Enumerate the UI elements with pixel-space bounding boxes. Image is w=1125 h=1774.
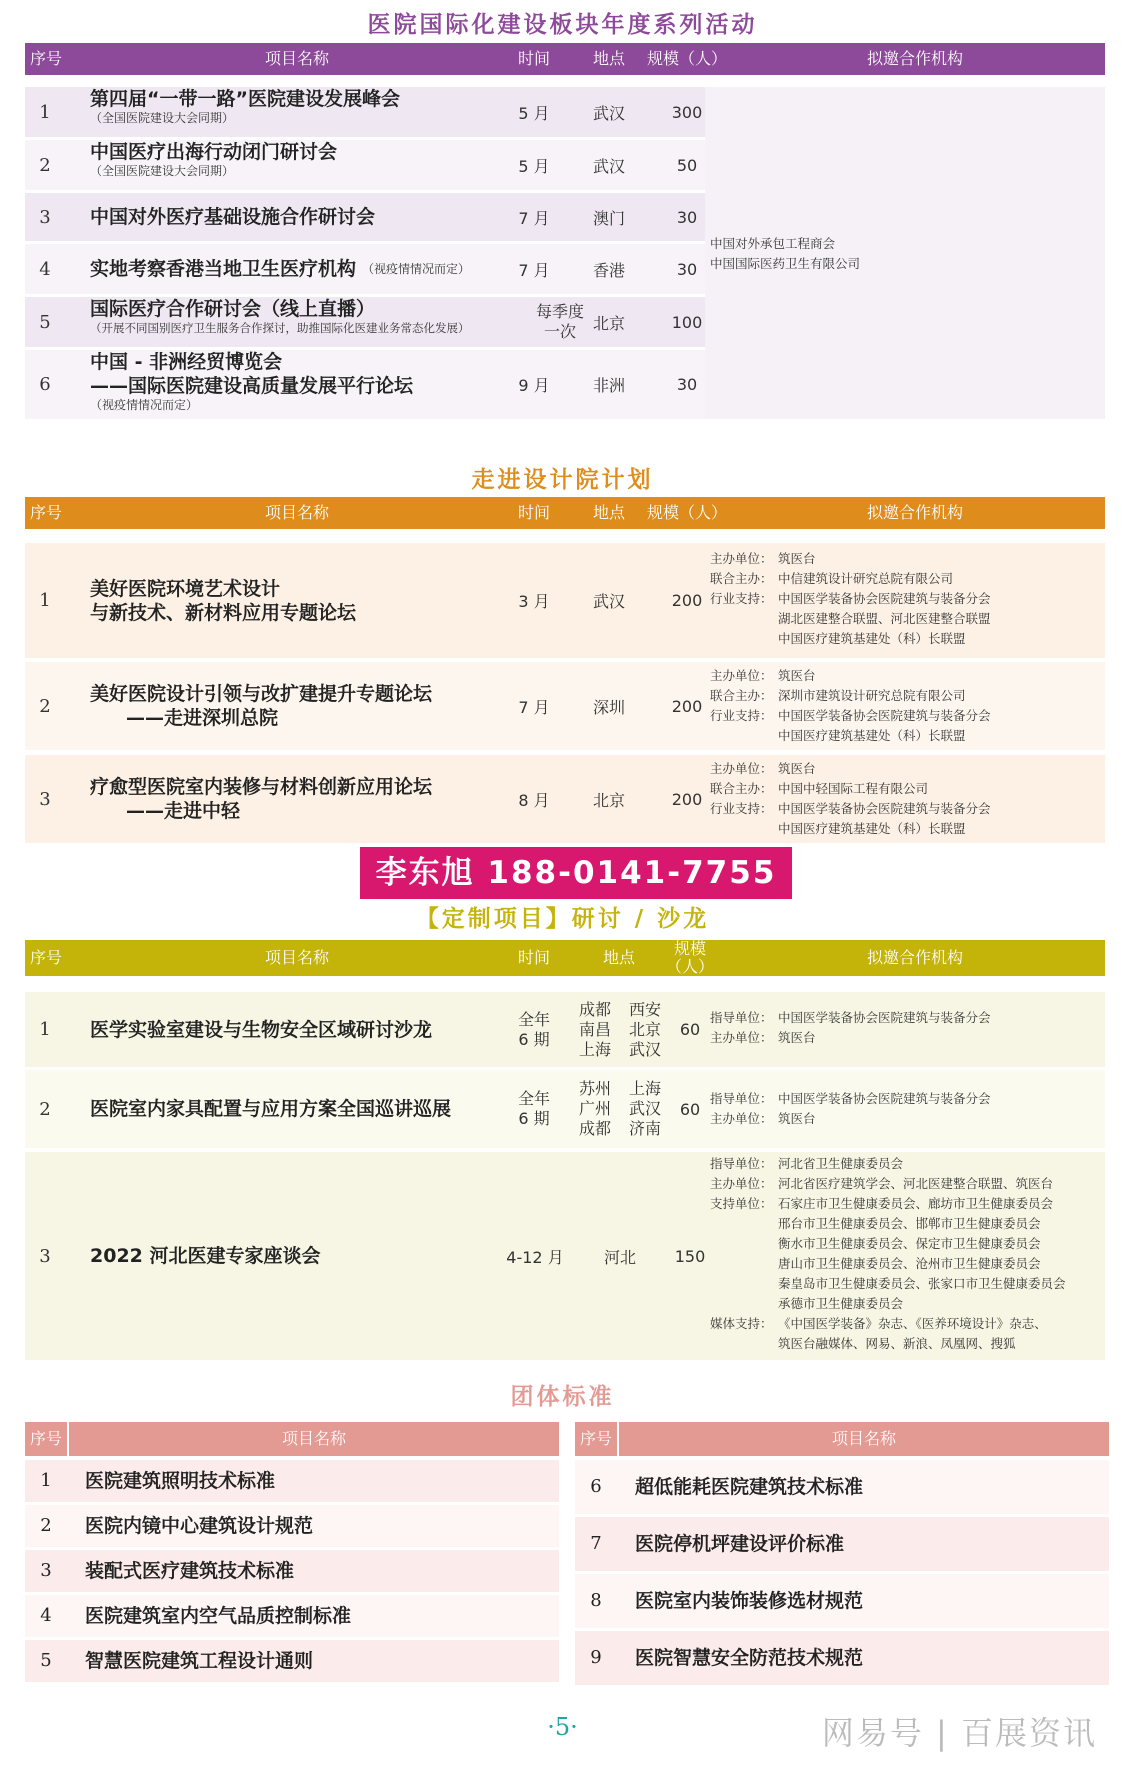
header-partner: 拟邀合作机构 [866, 49, 963, 68]
row-name: 医学实验室建设与生物安全区域研讨沙龙 [90, 1018, 433, 1041]
row-name-cell [68, 1152, 526, 1360]
header-name: 项目名称 [264, 49, 329, 68]
row-org: 指导单位： 中国医学装备协会医院建筑与装备分会 主办单位： 筑医台 [710, 1010, 991, 1045]
row-index: 3 [39, 206, 51, 228]
row-name: 2022 河北医建专家座谈会 [90, 1245, 321, 1267]
row-index: 3 [39, 1245, 51, 1267]
header-name: 项目名称 [264, 503, 329, 522]
list-item: 3 装配式医疗建筑技术标准 [25, 1550, 559, 1592]
row-time: 9 月 [518, 376, 550, 395]
row-place: 深圳 [592, 697, 625, 717]
row-place: 苏州 上海 广州 武汉 成都 济南 [578, 1079, 661, 1138]
header-name: 项目名称 [619, 1422, 1109, 1456]
row-name: 美好医院设计引领与改扩建提升专题论坛 [90, 683, 433, 705]
table-row [25, 755, 1105, 843]
row-place: 武汉 [592, 156, 625, 176]
row-time: 每季度一次 [535, 302, 584, 341]
row-scale: 30 [676, 375, 698, 394]
watermark: 网易号 | 百展资讯 [821, 1714, 1097, 1752]
row-index: 2 [39, 1098, 51, 1120]
table-row [25, 297, 1105, 347]
row-scale: 200 [671, 696, 703, 716]
header-idx: 序号 [575, 1422, 617, 1456]
partner-item: 中国对外承包工程商会 [710, 236, 836, 251]
row-name-cell [68, 350, 526, 419]
table-row [25, 543, 1105, 658]
section3-header [25, 940, 1105, 976]
section4-header-left [25, 1422, 559, 1456]
row-time: 7 月 [518, 697, 550, 717]
table-row [25, 1152, 1105, 1360]
list-item: 7 医院停机坪建设评价标准 [575, 1517, 1109, 1571]
list-item: 2 医院内镜中心建筑设计规范 [25, 1505, 559, 1547]
header-name: 项目名称 [264, 948, 329, 967]
row-name-cell [68, 543, 526, 658]
section3-title: 【定制项目】研讨 / 沙龙 [415, 906, 710, 932]
row-time: 3 月 [518, 592, 550, 611]
row-sub: （全国医院建设大会同期） [90, 111, 235, 125]
row-index: 4 [39, 258, 51, 280]
header-place: 地点 [592, 49, 625, 68]
header-time: 时间 [517, 503, 550, 522]
row-name-line2: ——走进深圳总院 [126, 707, 279, 729]
list-item: 4 医院建筑室内空气品质控制标准 [25, 1595, 559, 1637]
header-scale: 规模（人） [646, 503, 727, 522]
row-name-cell [68, 992, 526, 1067]
header-partner: 拟邀合作机构 [866, 503, 963, 522]
row-time: 7 月 [518, 208, 550, 228]
row-place: 澳门 [592, 208, 625, 228]
row-time: 全年 6 期 [517, 1009, 550, 1049]
row-name: 中国医疗出海行动闭门研讨会 [90, 141, 338, 163]
row-name-cell [68, 662, 526, 750]
row-name: 美好医院环境艺术设计 [90, 577, 281, 600]
section2-header [25, 497, 1105, 529]
row-name-cell [68, 244, 526, 294]
row-scale: 50 [676, 155, 698, 175]
table-row [25, 87, 1105, 137]
row-place: 河北 [603, 1247, 636, 1267]
row-org: 主办单位： 筑医台 联合主办： 深圳市建筑设计研究总院有限公司 行业支持： 中国医学装备协会医院建筑与装备分会 中国医疗建筑基建处（科）长联盟 [710, 668, 991, 743]
section1-header [25, 43, 1105, 75]
row-name: 中国 - 非洲经贸博览会 [90, 351, 283, 373]
header-scale: 规模（人） [665, 939, 714, 976]
header-idx: 序号 [29, 948, 62, 967]
row-scale: 30 [676, 259, 698, 279]
list-item: 8 医院室内装饰装修选材规范 [575, 1574, 1109, 1628]
row-time: 5 月 [518, 156, 550, 176]
row-name: 国际医疗合作研讨会（线上直播） [90, 298, 376, 320]
row-place: 非洲 [592, 376, 625, 395]
row-name-cell [68, 755, 526, 843]
table-row [25, 992, 1105, 1067]
row-place: 武汉 [592, 103, 625, 123]
table-row [25, 662, 1105, 750]
row-place: 北京 [592, 790, 625, 810]
row-time: 全年 6 期 [517, 1089, 550, 1128]
row-name-line2: ——走进中轻 [126, 800, 241, 822]
row-org: 主办单位： 筑医台 联合主办： 中信建筑设计研究总院有限公司 行业支持： 中国医学装备协会医院建筑与装备分会 湖北医建整合联盟、河北医建整合联盟 中国医疗建筑基建处（科）长联盟 [710, 551, 991, 646]
partner-item: 中国国际医药卫生有限公司 [710, 256, 861, 271]
section2-title: 走进设计院计划 [471, 467, 654, 493]
header-time: 时间 [517, 948, 550, 967]
row-index: 6 [39, 374, 51, 395]
row-scale: 300 [671, 102, 703, 122]
row-name-line2: ——国际医院建设高质量发展平行论坛 [90, 375, 414, 397]
row-index: 1 [39, 1019, 51, 1040]
row-index: 3 [39, 788, 51, 810]
row-name-cell [68, 140, 526, 190]
row-name-cell [68, 193, 526, 241]
row-name: 中国对外医疗基础设施合作研讨会 [90, 206, 376, 228]
row-place: 香港 [592, 260, 625, 280]
row-org: 主办单位： 筑医台 联合主办： 中国中轻国际工程有限公司 行业支持： 中国医学装备协会医院建筑与装备分会 中国医疗建筑基建处（科）长联盟 [710, 761, 991, 836]
row-time: 4-12 月 [506, 1247, 564, 1267]
section4-title: 团体标准 [510, 1384, 615, 1410]
row-sub: （全国医院建设大会同期） [90, 164, 235, 178]
header-place: 地点 [602, 948, 635, 967]
section4-header-right [575, 1422, 1109, 1456]
row-scale: 200 [671, 591, 703, 610]
row-name: 第四届“一带一路”医院建设发展峰会 [90, 88, 400, 110]
row-name-cell [68, 297, 526, 347]
row-time: 8 月 [518, 790, 550, 810]
list-item: 6 超低能耗医院建筑技术标准 [575, 1460, 1109, 1514]
row-index: 5 [39, 311, 51, 333]
header-place: 地点 [592, 503, 625, 522]
row-scale: 30 [676, 207, 698, 227]
page-number: ·5· [547, 1713, 578, 1741]
row-index: 2 [39, 154, 51, 176]
row-name-cell [68, 87, 526, 137]
row-place: 北京 [592, 313, 625, 333]
row-scale: 100 [671, 312, 703, 332]
row-name-line2: 与新技术、新材料应用专题论坛 [90, 601, 357, 624]
contact-banner: 李东旭 188-0141-7755 [360, 847, 792, 899]
list-item: 1 医院建筑照明技术标准 [25, 1460, 559, 1502]
header-scale: 规模（人） [646, 49, 727, 68]
row-scale: 60 [679, 1099, 701, 1119]
header-idx: 序号 [25, 1422, 67, 1456]
row-org: 指导单位： 中国医学装备协会医院建筑与装备分会 主办单位： 筑医台 [710, 1091, 991, 1126]
row-scale: 60 [679, 1020, 701, 1039]
header-partner: 拟邀合作机构 [866, 948, 963, 967]
row-sub: （开展不同国别医疗卫生服务合作探讨，助推国际化医建业务常态化发展） [90, 321, 470, 335]
row-note: （视疫情情况而定） [362, 261, 471, 276]
header-name: 项目名称 [69, 1422, 559, 1456]
header-idx: 序号 [29, 49, 62, 68]
section1-partners [710, 234, 1105, 274]
section1-title: 医院国际化建设板块年度系列活动 [367, 12, 758, 38]
row-scale: 200 [671, 789, 703, 809]
row-sub: （视疫情情况而定） [90, 398, 199, 412]
header-idx: 序号 [29, 503, 62, 522]
row-org: 指导单位： 河北省卫生健康委员会 主办单位： 河北省医疗建筑学会、河北医建整合联盟、筑医台 支持单位： 石家庄市卫生健康委员会、廊坊市卫生健康委员会 邢台市卫生健康委员会、邯郸市卫生健康委员会 衡水市卫生健康委员会、保定市卫生健康委员会 唐山市卫生健康委员会、沧州市卫生健康委员会 秦皇岛市卫生健康委员会、张家口市卫生健康委员会 承德市卫生健康委员会 媒体支持： 《中国医学装备》杂志、《医养环境设计》杂志、 筑医台融媒体、网易、新浪、凤凰网、搜狐 [710, 1156, 1066, 1351]
row-place: 成都 西安 南昌 北京 上海 武汉 [578, 1000, 661, 1059]
row-name: 实地考察香港当地卫生医疗机构 [90, 258, 357, 280]
list-item: 9 医院智慧安全防范技术规范 [575, 1631, 1109, 1685]
row-index: 1 [39, 101, 51, 123]
row-place: 武汉 [592, 592, 625, 611]
row-time: 5 月 [518, 103, 550, 123]
row-scale: 150 [674, 1246, 706, 1266]
header-time: 时间 [517, 49, 550, 68]
row-index: 1 [39, 590, 51, 611]
list-item: 5 智慧医院建筑工程设计通则 [25, 1640, 559, 1682]
row-name: 疗愈型医院室内装修与材料创新应用论坛 [90, 776, 433, 798]
row-name: 医院室内家具配置与应用方案全国巡讲巡展 [90, 1098, 452, 1120]
table-row [25, 350, 1105, 419]
row-index: 2 [39, 695, 51, 717]
row-name-cell [68, 1070, 526, 1148]
table-row [25, 140, 1105, 190]
row-time: 7 月 [518, 260, 550, 280]
table-row [25, 1070, 1105, 1148]
